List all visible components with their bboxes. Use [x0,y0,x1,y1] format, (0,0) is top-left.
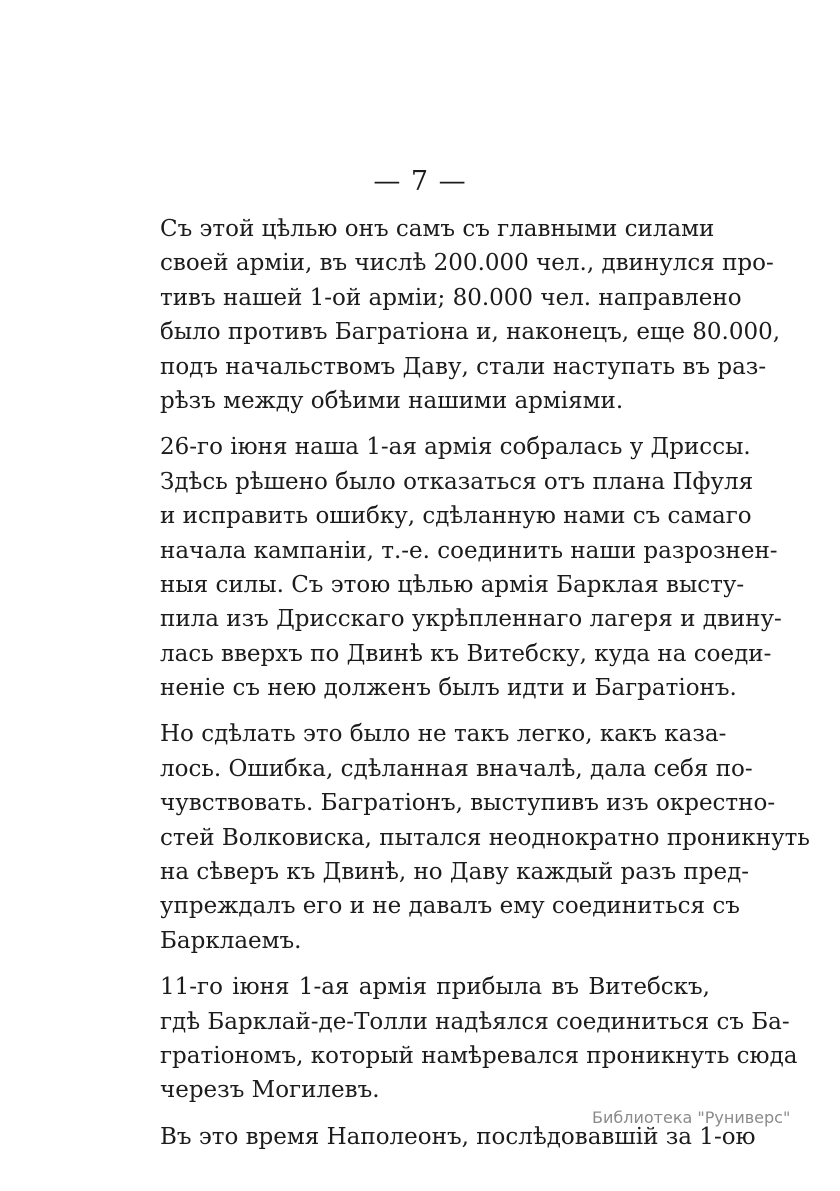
paragraph [160,970,798,1108]
text-line: ныя силы. Съ этою цѣлью армія Барклая высту- [160,571,745,598]
page-number: — 7 — [373,166,467,197]
text-line: чувствовать. Багратіонъ, выступивъ изъ окрестно- [160,790,776,817]
text-line: стей Волковиска, пытался неоднократно проникнуть [160,824,810,851]
paragraph-gap [160,958,710,970]
text-line: Въ это время Наполеонъ, послѣдовавшій за 1-ою [160,1123,756,1150]
text-line: лось. Ошибка, сдѣланная вначалѣ, дала себя по- [160,755,753,782]
paragraph-gap [160,705,710,717]
paragraph [160,430,782,705]
paragraph [160,212,781,418]
text-line: начала кампаніи, т.-е. соединить наши разрознен- [160,537,778,564]
text-line: черезъ Могилевъ. [160,1077,380,1104]
text-line: неніе съ нею долженъ былъ идти и Багратіонъ. [160,675,737,702]
library-watermark: Библиотека "Руниверс" [592,1108,791,1127]
text-line: пила изъ Дрисскаго укрѣпленнаго лагеря и двину- [160,606,782,633]
text-line: упреждалъ его и не давалъ ему соединиться съ [160,893,740,920]
text-line: рѣзъ между обѣими нашими арміями. [160,387,624,414]
text-line: своей арміи, въ числѣ 200.000 чел., двинулся про- [160,250,774,277]
text-line: лась вверхъ по Двинѣ къ Витебску, куда на соеди- [160,640,772,667]
paragraph [160,717,810,958]
text-line: гдѣ Барклай-де-Толли надѣялся соединиться съ Ба- [160,1008,790,1035]
text-line: Барклаемъ. [160,927,302,954]
text-line: 26-го іюня наша 1-ая армія собралась у Дриссы. [160,434,751,461]
text-line: Съ этой цѣлью онъ самъ съ главными силами [160,216,715,242]
text-line: тивъ нашей 1-ой арміи; 80.000 чел. направлено [160,284,742,311]
text-line: на сѣверъ къ Двинѣ, но Даву каждый разъ пред- [160,859,750,886]
text-line: было противъ Багратіона и, наконецъ, еще 80.000, [160,319,781,346]
text-line: подъ начальствомъ Даву, стали наступать въ раз- [160,353,767,380]
text-line: и исправить ошибку, сдѣланную нами съ самаго [160,503,752,530]
text-line: гратіономъ, который намѣревался проникнуть сюда [160,1042,798,1069]
text-line: 11-го іюня 1-ая армія прибыла въ Витебскъ, [160,974,710,1001]
text-line: Но сдѣлать это было не такъ легко, какъ каза- [160,721,727,748]
text-line: Здѣсь рѣшено было отказаться отъ плана Пфуля [160,468,754,495]
paragraph-gap [160,418,710,430]
body-text [160,212,810,1154]
